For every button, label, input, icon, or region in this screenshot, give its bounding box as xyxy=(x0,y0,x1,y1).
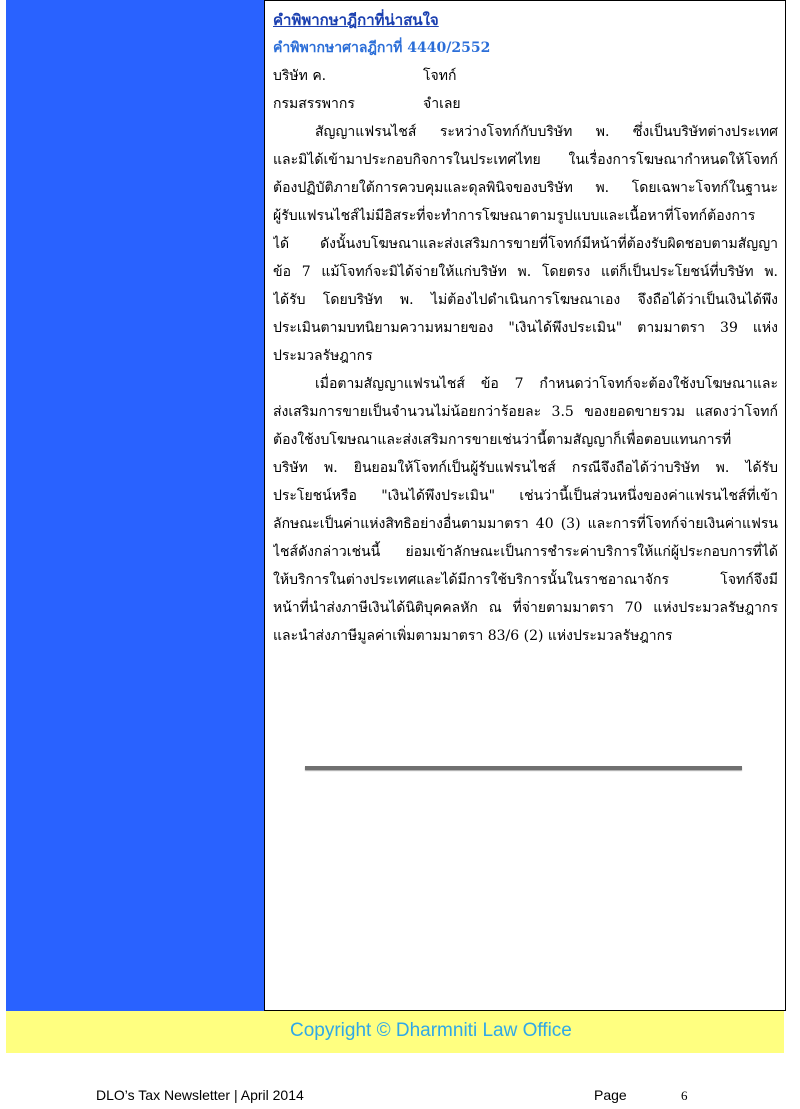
paragraph-line: สัญญาแฟรนไชส์ ระหว่างโจทก์กับบริษัท พ. ซึ่งเป็นบริษัทต่างประเทศ xyxy=(315,124,778,140)
paragraph-2 xyxy=(273,370,778,650)
party-name: บริษัท ค. xyxy=(273,68,327,84)
party-plaintiff xyxy=(273,62,778,90)
party-role: โจทก์ xyxy=(423,68,457,84)
paragraph-line: ไชส์ดังกล่าวเช่นนี้ ย่อมเข้าลักษณะเป็นการชำระค่าบริการให้แก่ผู้ประกอบการที่ได้ xyxy=(273,544,778,560)
paragraph-line: หน้าที่นำส่งภาษีเงินได้นิติบุคคลหัก ณ ที่จ่ายตามมาตรา 70 แห่งประมวลรัษฎากร xyxy=(273,600,778,616)
page-number: 6 xyxy=(681,1088,688,1103)
blue-sidebar xyxy=(6,0,265,1011)
paragraph-line: ลักษณะเป็นค่าแห่งสิทธิอย่างอื่นตามมาตรา 40 (3) และการที่โจทก์จ่ายเงินค่าแฟรน xyxy=(273,516,778,532)
paragraph-line: บริษัท พ. ยินยอมให้โจทก์เป็นผู้รับแฟรนไชส์ กรณีจึงถือได้ว่าบริษัท พ. ได้รับ xyxy=(273,460,778,476)
paragraph-line: ประมวลรัษฎากร xyxy=(273,348,373,364)
party-defendant xyxy=(273,90,778,118)
paragraph-line: ได้ ดังนั้นงบโฆษณาและส่งเสริมการขายที่โจทก์มีหน้าที่ต้องรับผิดชอบตามสัญญา xyxy=(273,236,778,252)
page-label: Page xyxy=(594,1087,627,1103)
paragraph-line: และนำส่งภาษีมูลค่าเพิ่มตามมาตรา 83/6 (2) แห่งประมวลรัษฎากร xyxy=(273,628,673,644)
party-role: จำเลย xyxy=(423,96,461,112)
paragraph-line: และมิได้เข้ามาประกอบกิจการในประเทศไทย ในเรื่องการโฆษณากำหนดให้โจทก์ xyxy=(273,152,778,168)
article-content xyxy=(273,6,778,650)
paragraph-line: ข้อ 7 แม้โจทก์จะมิได้จ่ายให้แก่บริษัท พ. โดยตรง แต่ก็เป็นประโยชน์ที่บริษัท พ. xyxy=(273,264,778,280)
newsletter-footer: DLO’s Tax Newsletter | April 2014 xyxy=(96,1087,304,1103)
article-headline: คำพิพากษาฎีกาที่น่าสนใจ xyxy=(273,11,439,29)
paragraph-line: ประโยชน์หรือ "เงินได้พึงประเมิน" เช่นว่านี้เป็นส่วนหนึ่งของค่าแฟรนไชส์ที่เข้า xyxy=(273,488,778,504)
paragraph-line: ส่งเสริมการขายเป็นจำนวนไม่น้อยกว่าร้อยละ 3.5 ของยอดขายรวม แสดงว่าโจทก์ xyxy=(273,404,778,420)
paragraph-line: ผู้รับแฟรนไชส์ไม่มีอิสระที่จะทำการโฆษณาตามรูปแบบและเนื้อหาที่โจทก์ต้องการ xyxy=(273,208,756,224)
paragraph-line: ต้องใช้งบโฆษณาและส่งเสริมการขายเช่นว่านี้ตามสัญญาก็เพื่อตอบแทนการที่ xyxy=(273,432,732,448)
paragraph-line: ได้รับ โดยบริษัท พ. ไม่ต้องไปดำเนินการโฆษณาเอง จึงถือได้ว่าเป็นเงินได้พึง xyxy=(273,292,778,308)
party-name: กรมสรรพากร xyxy=(273,96,355,112)
paragraph-line: ต้องปฏิบัติภายใต้การควบคุมและดุลพินิจของบริษัท พ. โดยเฉพาะโจทก์ในฐานะ xyxy=(273,180,778,196)
paragraph-line: ประเมินตามบทนิยามความหมายของ "เงินได้พึงประเมิน" ตามมาตรา 39 แห่ง xyxy=(273,320,778,336)
paragraph-line: เมื่อตามสัญญาแฟรนไชส์ ข้อ 7 กำหนดว่าโจทก์จะต้องใช้งบโฆษณาและ xyxy=(315,376,778,392)
case-number: คำพิพากษาศาลฎีกาที่ 4440/2552 xyxy=(273,40,491,56)
copyright-text: Copyright © Dharmniti Law Office xyxy=(290,1020,572,1041)
paragraph-1 xyxy=(273,118,778,370)
section-divider xyxy=(305,766,742,770)
paragraph-line: ให้บริการในต่างประเทศและได้มีการใช้บริการนั้นในราชอาณาจักร โจทก์จึงมี xyxy=(273,572,778,588)
